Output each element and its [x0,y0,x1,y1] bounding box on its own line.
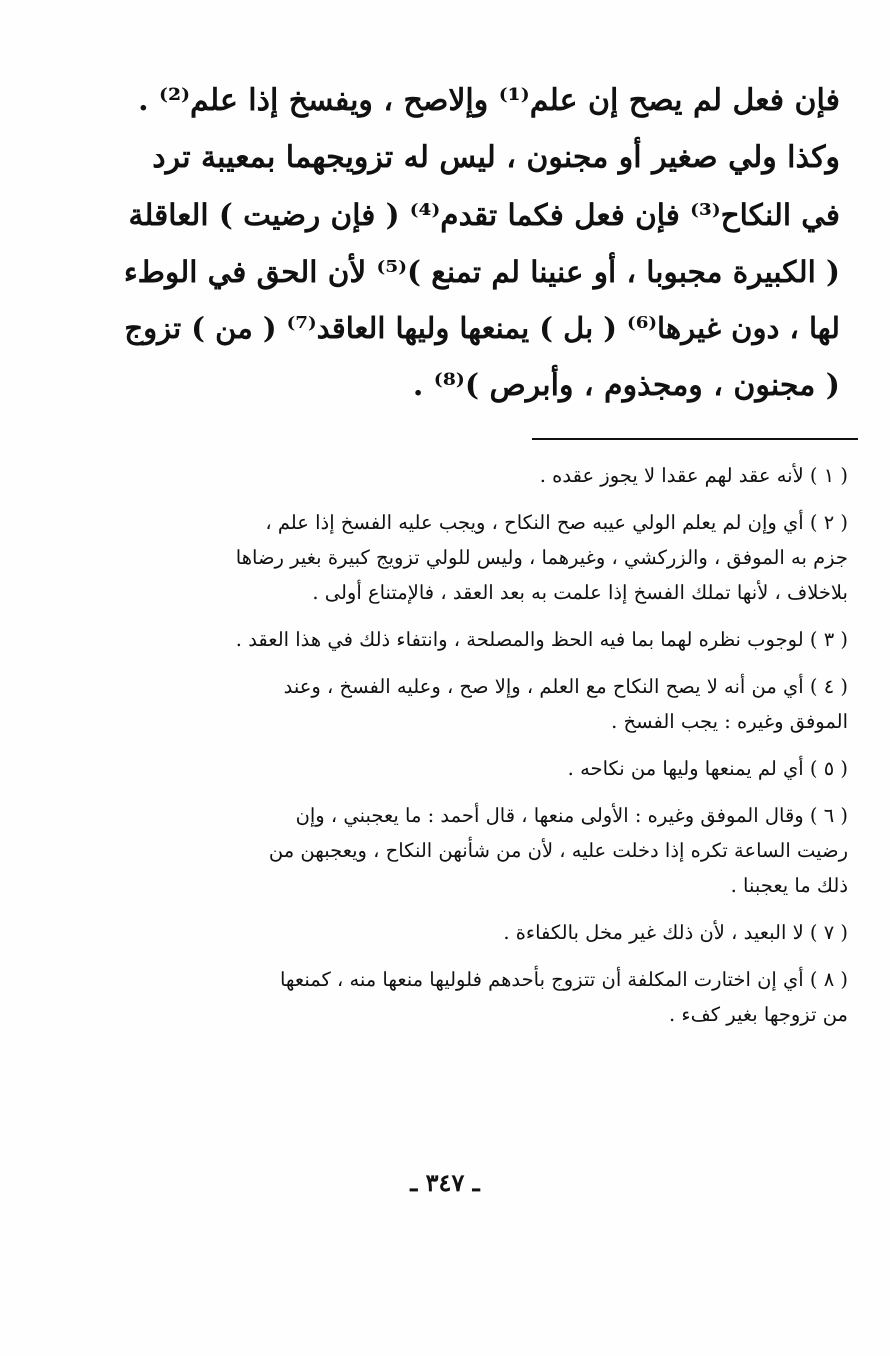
footnote-4 [46,669,848,739]
footnote-2 [46,505,848,610]
footnote-line: من تزوجها بغير كفء . [669,1003,848,1026]
footnote-3 [46,622,848,657]
footnote-line: ( ٢ ) أي وإن لم يعلم الولي عيبه صح النكاح ، ويجب عليه الفسخ إذا علم ، [265,511,848,534]
footnote-line: الموفق وغيره : يجب الفسخ . [611,710,848,733]
page-number: ـ ٣٤٧ ـ [410,1168,480,1197]
footnote-line: ( ١ ) لأنه عقد لهم عقدا لا يجوز عقده . [539,464,848,487]
footnote-line: ( ٨ ) أي إن اختارت المكلفة أن تتزوج بأحدهم فلوليها منعها منه ، كمنعها [279,968,848,991]
footnote-line: ( ٥ ) أي لم يمنعها وليها من نكاحه . [567,757,848,780]
footnote-6 [46,798,848,903]
footnote-8 [46,962,848,1032]
main-line: ( الكبيرة مجبوبا ، أو عنينا لم تمنع )⁽⁵⁾ لأن الحق في الوطء [123,254,840,289]
footnote-line: ( ٧ ) لا البعيد ، لأن ذلك غير مخل بالكفاءة . [503,921,848,944]
main-line: فإن فعل لم يصح إن علم⁽¹⁾ وإلاصح ، ويفسخ إذا علم⁽²⁾ . [138,83,840,118]
main-line: لها ، دون غيرها⁽⁶⁾ ( بل ) يمنعها وليها العاقد⁽⁷⁾ ( من ) تزوج [124,311,840,345]
main-line: ( مجنون ، ومجذوم ، وأبرص )⁽⁸⁾ . [412,368,840,403]
main-line: وكذا ولي صغير أو مجنون ، ليس له تزويجهما بمعيبة ترد [152,140,840,175]
footnote-line: ( ٤ ) أي من أنه لا يصح النكاح مع العلم ، وإلا صح ، وعليه الفسخ ، وعند [283,675,848,698]
footnote-line: ( ٦ ) وقال الموفق وغيره : الأولى منعها ، قال أحمد : ما يعجبني ، وإن [295,804,848,827]
footnote-line: جزم به الموفق ، والزركشي ، وغيرهما ، وليس للولي تزويج كبيرة بغير رضاها [235,546,848,569]
footnote-5 [46,751,848,786]
footnote-line: بلاخلاف ، لأنها تملك الفسخ إذا علمت به بعد العقد ، فالإمتناع أولى . [312,581,848,604]
footnote-divider [532,438,858,440]
main-text [118,72,840,414]
main-line: في النكاح⁽³⁾ فإن فعل فكما تقدم⁽⁴⁾ ( فإن رضيت ) العاقلة [128,197,840,232]
footnote-line: ( ٣ ) لوجوب نظره لهما بما فيه الحظ والمصلحة ، وانتفاء ذلك في هذا العقد . [235,628,848,651]
footnotes [46,458,848,1044]
footnote-1 [46,458,848,493]
footnote-7 [46,915,848,950]
footnote-line: ذلك ما يعجبنا . [730,874,848,897]
footnote-line: رضيت الساعة تكره إذا دخلت عليه ، لأن من شأنهن النكاح ، ويعجبهن من [268,839,848,862]
